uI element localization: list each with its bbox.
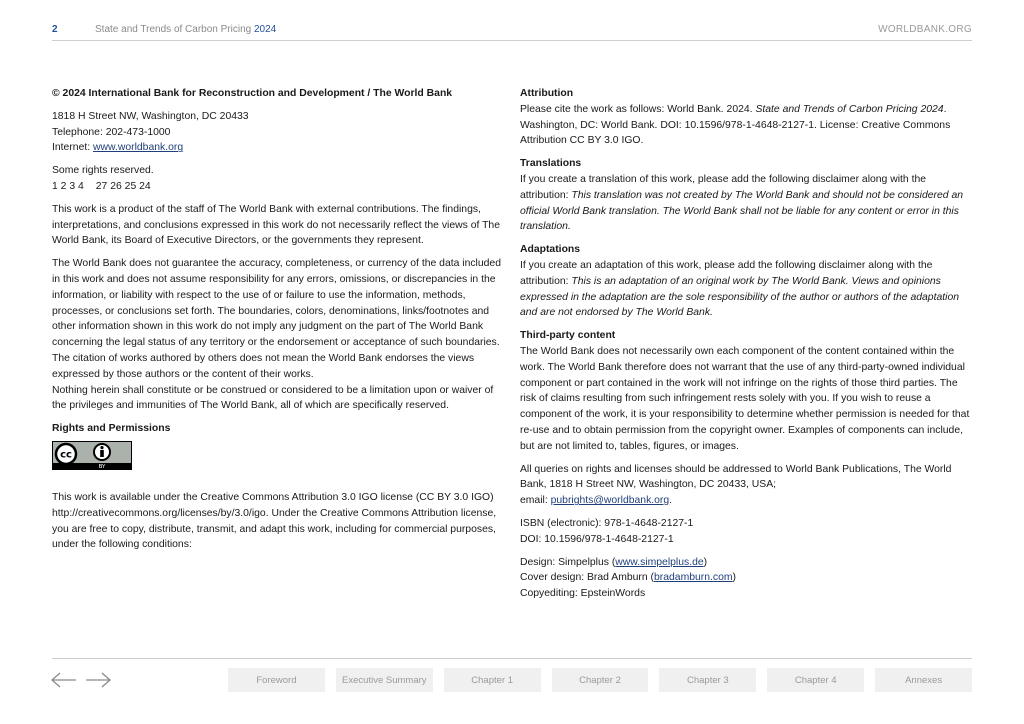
simpelplus-link[interactable]: www.simpelplus.de — [615, 556, 704, 568]
print-run-numbers: 1 2 3 4 — [52, 180, 84, 192]
email-end: . — [669, 495, 673, 507]
attribution-text-start: Please cite the work as follows: World Bank. 2024. — [520, 103, 756, 115]
disclaimer-paragraph-1: This work is a product of the staff of The World Bank with external contributions. The findings, interpretations, and conclusions expressed in this work do not necessarily reflect the views of The World Bank, its Board of Executive Directors, or the governments they represent. — [52, 203, 500, 247]
copyediting-credit: Copyediting: EpsteinWords — [520, 588, 646, 600]
page-number: 2 — [52, 24, 58, 35]
queries-text: All queries on rights and licenses should be addressed to World Bank Publications, The World Bank, 1818 H Street NW, Washington, DC 20433, USA; — [520, 463, 952, 491]
translations-text-start: If you create a translation of this work, please add the following disclaimer along with the attribution: — [520, 173, 927, 201]
doi: DOI: 10.1596/978-1-4648-2127-1 — [520, 533, 674, 545]
rights-reserved: Some rights reserved. — [52, 165, 154, 177]
adaptations-text-start: If you create an adaptation of this work, please add the following disclaimer along with the attribution: — [520, 259, 933, 287]
tab-executive-summary[interactable]: Executive Summary — [336, 668, 433, 692]
rights-heading: Rights and Permissions — [52, 423, 171, 435]
running-title-year: 2024 — [253, 24, 277, 35]
design-end: ) — [703, 556, 708, 568]
cover-label: Cover design: Brad Amburn ( — [520, 572, 654, 584]
disclaimer-paragraph-2: The World Bank does not guarantee the accuracy, completeness, or currency of the data included in this work and does not assume responsibility for any errors, omissions, or discrepancies in the information, or liability with respect to the use of or failure to use the information, methods, processes, or conclusions set forth. The boundaries, colors, denominations, links/footnotes and other information shown in this work do not imply any judgment on the part of The World Bank concerning the legal status of any territory or the endorsement or acceptance of such boundaries. The citation of works authored by others does not mean the World Bank endorses the views expressed by those authors or the content of their works. — [52, 258, 501, 380]
print-run — [52, 179, 504, 195]
attribution-section — [520, 86, 972, 149]
address: 1818 H Street NW, Washington, DC 20433 — [52, 110, 249, 122]
running-title — [95, 24, 276, 35]
third-party-text: The World Bank does not necessarily own each component of the content contained within the work. The World Bank therefore does not warrant that the use of any third-party-owned individual component or part contained in the work will not infringe on the rights of those third parties. The risk of claims resulting from such infringement rests solely with you. If you wish to reuse a component of the work, it is your responsibility to determine whether permission is needed for that re-use and to obtain permission from the copyright owner. Examples of components can include, but are not limited to, tables, figures, or images. — [520, 345, 970, 452]
tab-annexes[interactable]: Annexes — [875, 668, 972, 692]
adaptations-heading: Adaptations — [520, 244, 581, 256]
translations-heading: Translations — [520, 158, 582, 170]
email-link[interactable]: pubrights@worldbank.org — [550, 495, 670, 507]
left-column — [52, 86, 504, 560]
arrow-left-icon[interactable] — [50, 670, 78, 690]
disclaimer-paragraph-3: Nothing herein shall constitute or be construed or considered to be a limitation upon or waiver of the privileges and immunities of The World Bank, all of which are specifically reserved. — [52, 384, 494, 412]
tab-chapter-1[interactable]: Chapter 1 — [444, 668, 541, 692]
third-party-section — [520, 328, 972, 454]
third-party-heading: Third-party content — [520, 330, 616, 342]
email-line — [520, 493, 972, 509]
cover-credit — [520, 570, 972, 586]
arrow-right-icon[interactable] — [84, 670, 112, 690]
tab-foreword[interactable]: Foreword — [228, 668, 325, 692]
page-header — [52, 22, 972, 41]
rights-block — [52, 163, 504, 195]
cc-by-license-icon — [52, 441, 132, 470]
internet-line — [52, 140, 504, 156]
chapter-nav — [228, 668, 972, 692]
tab-chapter-4[interactable]: Chapter 4 — [767, 668, 864, 692]
email-label: email: — [520, 495, 551, 507]
contact-block — [52, 109, 504, 156]
isbn: ISBN (electronic): 978-1-4648-2127-1 — [520, 517, 694, 529]
attribution-text — [520, 102, 972, 149]
attribution-heading: Attribution — [520, 88, 574, 99]
internet-label: Internet: — [52, 142, 94, 154]
worldbank-link[interactable]: www.worldbank.org — [93, 142, 184, 154]
tab-chapter-3[interactable]: Chapter 3 — [659, 668, 756, 692]
identifiers-block — [520, 516, 972, 548]
by-label: BY — [98, 463, 106, 470]
queries-block — [520, 462, 972, 509]
cover-end: ) — [732, 572, 737, 584]
bradamburn-link[interactable]: bradamburn.com — [654, 572, 733, 584]
adaptations-text — [520, 258, 972, 321]
adaptations-section — [520, 242, 972, 321]
footer-divider — [52, 658, 972, 659]
site-name: WORLDBANK.ORG — [878, 24, 972, 35]
cc-label: cc — [60, 449, 72, 461]
translations-text — [520, 172, 972, 235]
tab-chapter-2[interactable]: Chapter 2 — [552, 668, 649, 692]
copyright-line: © 2024 International Bank for Reconstruction and Development / The World Bank — [52, 88, 453, 99]
attribution-title: State and Trends of Carbon Pricing 2024 — [755, 103, 944, 115]
right-column — [520, 86, 972, 609]
telephone: Telephone: 202-473-1000 — [52, 126, 171, 138]
attribution-text-end: . Washington, DC: World Bank. DOI: 10.1596/978-1-4648-2127-1. License: Creative Commons Attribution CC BY 3.0 IGO. — [520, 103, 951, 147]
design-label: Design: Simpelplus ( — [520, 556, 616, 568]
running-title-text: State and Trends of Carbon Pricing — [95, 24, 252, 35]
design-credit — [520, 555, 972, 571]
print-run-years: 27 26 25 24 — [95, 180, 151, 192]
adaptations-disclaimer: This is an adaptation of an original work by The World Bank. Views and opinions expressed in the adaptation are the sole responsibility of the author or authors of the adaptation and are not endorsed by The World Bank. — [520, 275, 960, 319]
translations-section — [520, 156, 972, 235]
translations-disclaimer: This translation was not created by The World Bank and should not be considered an official World Bank translation. The World Bank shall not be liable for any content or error in this translation. — [520, 189, 964, 233]
credits-block — [520, 555, 972, 602]
license-paragraph: This work is available under the Creative Commons Attribution 3.0 IGO license (CC BY 3.0 IGO) http://creativecommons.org/licenses/by/3.0/igo. Under the Creative Commons Attribution license, you are free to copy, distribute, transmit, and adapt this work, including for commercial purposes, under the following conditions: — [52, 491, 497, 551]
